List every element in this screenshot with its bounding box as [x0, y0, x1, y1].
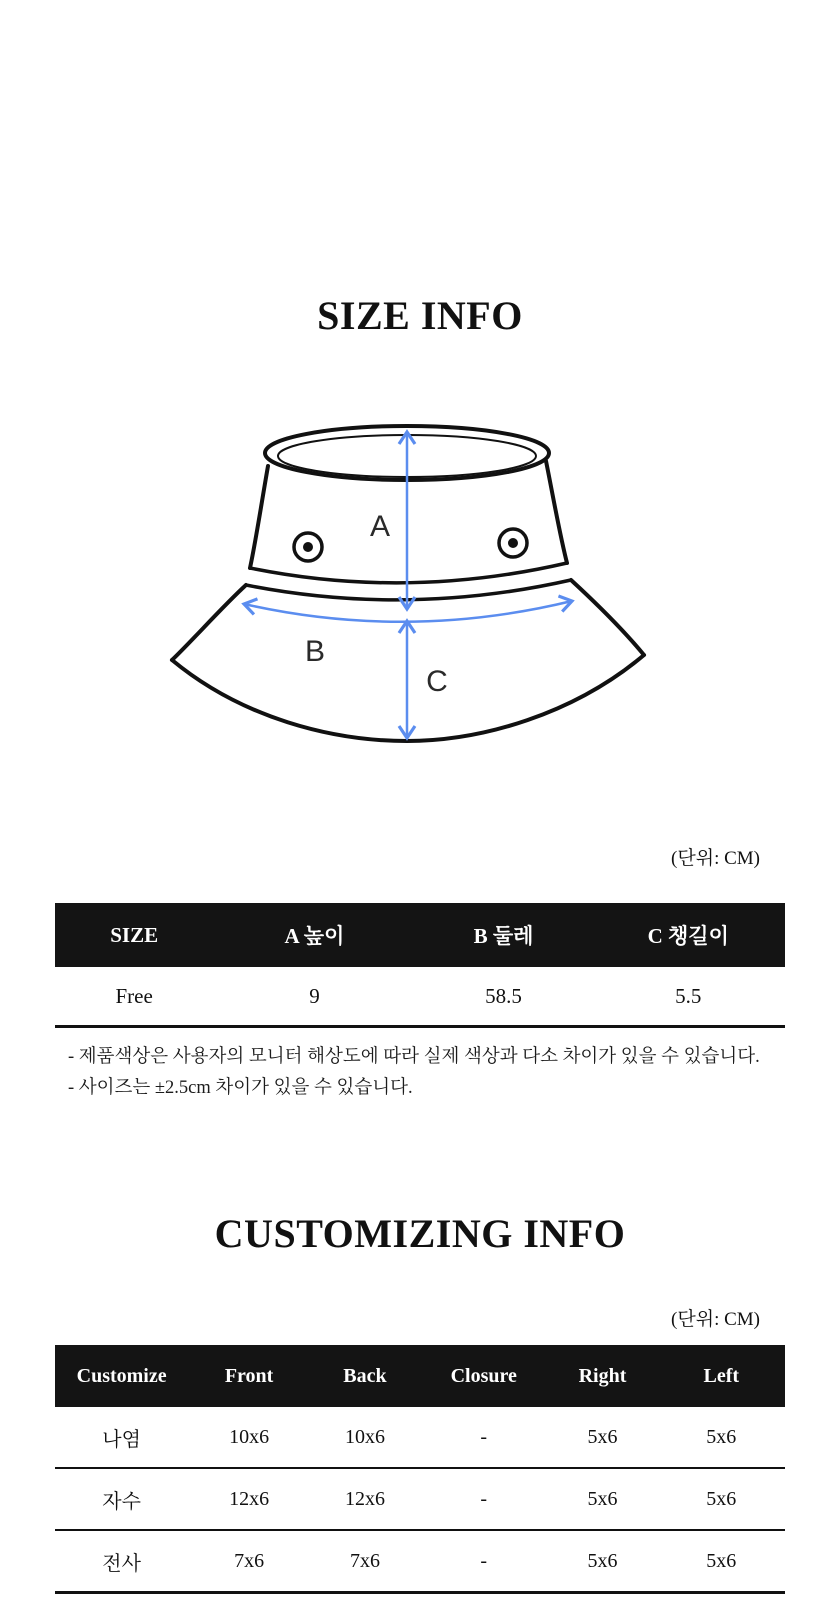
- size-table-row-free: [55, 967, 785, 1028]
- size-unit-label: (단위: CM): [671, 848, 760, 869]
- customizing-row-print: [55, 1407, 785, 1469]
- measurement-arrows: [244, 432, 572, 738]
- hat-brim-left-edge: [172, 585, 246, 660]
- customizing-cell: 12x6: [229, 1487, 270, 1510]
- hat-crown-left-edge: [250, 466, 268, 568]
- customizing-header-front: Front: [224, 1364, 274, 1387]
- hat-brim-right-edge: [571, 580, 644, 655]
- customizing-cell: 12x6: [344, 1487, 385, 1510]
- customizing-cell: -: [480, 1487, 488, 1510]
- customizing-cell: 7x6: [234, 1549, 265, 1572]
- size-table: [55, 903, 785, 1028]
- customizing-cell: 전사: [102, 1552, 141, 1575]
- customizing-cell: 5x6: [706, 1425, 737, 1448]
- size-table-header-row: [55, 903, 785, 967]
- hat-band-line-upper: [250, 563, 567, 583]
- dimension-label-b: B: [304, 635, 326, 668]
- customizing-cell: 5x6: [706, 1487, 737, 1510]
- customizing-cell: 10x6: [229, 1425, 270, 1448]
- size-note-color: - 제품색상은 사용자의 모니터 해상도에 따라 실제 색상과 다소 차이가 있을 수 있습니다.: [68, 1047, 760, 1067]
- hat-eyelet-right-dot: [508, 538, 518, 548]
- customizing-cell: 나염: [102, 1428, 141, 1451]
- customizing-cell: 5x6: [587, 1425, 618, 1448]
- dimension-label-a: A: [369, 510, 391, 543]
- customizing-header-right: Right: [578, 1364, 627, 1387]
- size-value-name: Free: [115, 983, 153, 1008]
- size-value-brim: 5.5: [675, 983, 702, 1008]
- size-table-header-height: A 높이: [284, 924, 345, 948]
- customizing-cell: 5x6: [587, 1549, 618, 1572]
- customizing-cell: 자수: [102, 1490, 141, 1513]
- customizing-header-back: Back: [343, 1364, 387, 1387]
- size-info-title: SIZE INFO: [317, 292, 523, 338]
- dimension-label-c: C: [426, 665, 448, 698]
- customizing-cell: -: [480, 1425, 488, 1448]
- size-value-height: 9: [309, 983, 320, 1008]
- hat-crown-right-edge: [546, 461, 567, 563]
- customizing-table: [55, 1345, 785, 1594]
- customizing-unit-label: (단위: CM): [671, 1309, 760, 1330]
- size-table-header-brim: C 챙길이: [647, 924, 729, 948]
- customizing-table-header-row: [55, 1345, 785, 1407]
- bucket-hat-diagram: [160, 408, 680, 753]
- customizing-cell: -: [480, 1549, 488, 1572]
- size-notes: [68, 1042, 760, 1104]
- size-value-circumference: 58.5: [485, 983, 522, 1008]
- customizing-row-embroidery: [55, 1469, 785, 1531]
- size-table-header-size: SIZE: [110, 922, 159, 947]
- customizing-cell: 10x6: [344, 1425, 385, 1448]
- size-table-header-circumference: B 둘레: [473, 924, 534, 948]
- size-note-tolerance: - 사이즈는 ±2.5cm 차이가 있을 수 있습니다.: [68, 1078, 413, 1098]
- customizing-info-title: CUSTOMIZING INFO: [214, 1210, 626, 1256]
- customizing-header-left: Left: [703, 1364, 740, 1387]
- customizing-row-transfer: [55, 1531, 785, 1594]
- customizing-header-closure: Closure: [450, 1364, 517, 1387]
- customizing-cell: 5x6: [587, 1487, 618, 1510]
- customizing-cell: 7x6: [349, 1549, 380, 1572]
- hat-eyelet-left-dot: [303, 542, 313, 552]
- customizing-cell: 5x6: [706, 1549, 737, 1572]
- customizing-header-customize: Customize: [76, 1364, 167, 1387]
